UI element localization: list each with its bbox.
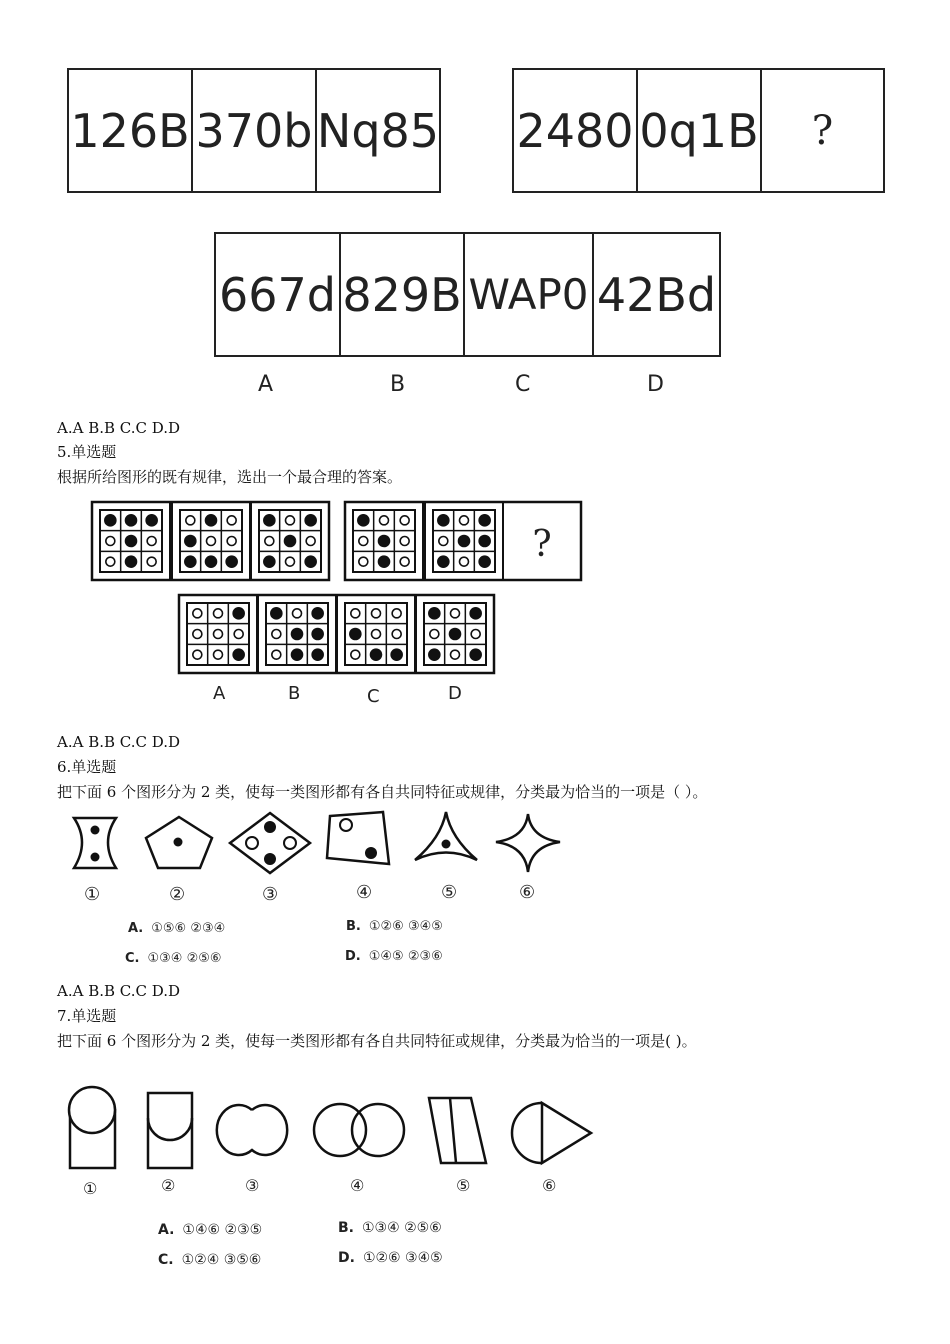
q5-option-label-c: C [367,686,380,707]
q4-option-label-c: C [515,372,531,397]
q7-option-a[interactable]: A. ①④⑥ ②③⑤ [158,1222,263,1238]
q4-given-cell: 126B [69,70,193,191]
q4-option-label-a: A [258,372,274,397]
q6-option-a[interactable]: A. ①⑤⑥ ②③④ [128,921,226,936]
q4-given-cell: 0q1B [638,70,762,191]
q7-circle-rectangle-figure [69,1087,115,1168]
q5-number: 5.单选题 [57,443,117,461]
q6-figure-number-4: ④ [356,882,373,903]
q6-figure-number-5: ⑤ [441,882,458,903]
q5-prompt: 根据所给图形的既有规律，选出一个最合理的答案。 [57,468,403,486]
q6-figure-number-1: ① [84,884,101,905]
q4-option-label-b: B [390,372,406,397]
q4-option-label-d: D [647,372,664,397]
q7-semicircle-triangle-figure [512,1103,591,1163]
q4-option-a[interactable]: 667d [216,234,341,355]
q4-option-d[interactable]: 42Bd [596,267,717,322]
q7-figure-number-5: ⑤ [456,1176,471,1195]
q7-figure-number-1: ① [83,1179,98,1198]
q5-option-label-b: B [288,683,301,704]
q6-answer-choices[interactable]: A.A B.B C.C D.D [57,982,181,1000]
q7-overlapping-ovals-figure [217,1105,287,1155]
q4-given-cell: Nq85 [316,103,440,158]
q6-option-c[interactable]: C. ①③④ ②⑤⑥ [125,951,222,966]
q6-figure-number-2: ② [169,884,186,905]
q6-figure-number-3: ③ [262,884,279,905]
q7-trapezoid-figure [429,1098,486,1163]
q4-given-cell: 2480 [514,70,638,191]
q7-figure-number-4: ④ [350,1176,365,1195]
q7-number: 7.单选题 [57,1007,117,1025]
q7-prompt: 把下面 6 个图形分为 2 类，使每一类图形都有各自共同特征或规律，分类最为恰当的一项是( )。 [57,1032,697,1050]
q4-option-c[interactable]: WAP0 [465,234,594,355]
q7-option-d[interactable]: D. ①②⑥ ③④⑤ [338,1250,443,1266]
q7-option-b[interactable]: B. ①③④ ②⑤⑥ [338,1220,442,1236]
q6-figure-number-6: ⑥ [519,882,536,903]
q5-question-mark: ? [532,524,552,565]
q5-answer-choices[interactable]: A.A B.B C.C D.D [57,733,181,751]
q7-overlapping-circles-figure [314,1104,404,1156]
q6-number: 6.单选题 [57,758,117,776]
q4-option-b[interactable]: 829B [341,234,465,355]
q6-prompt: 把下面 6 个图形分为 2 类，使每一类图形都有各自共同特征或规律，分类最为恰当的一项是（ ）。 [57,783,708,801]
q7-figure-number-6: ⑥ [542,1176,557,1195]
q7-figure-number-3: ③ [245,1176,260,1195]
q4-given-cell: 370b [193,70,317,191]
q4-question-mark: ? [811,107,834,154]
q7-figure-number-2: ② [161,1176,176,1195]
q7-option-c[interactable]: C. ①②④ ③⑤⑥ [158,1252,262,1268]
q7-rectangle-semicircle-figure [148,1093,192,1168]
q5-option-label-a: A [213,683,226,704]
q6-option-b[interactable]: B. ①②⑥ ③④⑤ [346,919,443,934]
q6-option-d[interactable]: D. ①④⑤ ②③⑥ [345,949,443,964]
q5-option-label-d: D [448,683,462,704]
q4-answer-choices[interactable]: A.A B.B C.C D.D [57,419,181,437]
